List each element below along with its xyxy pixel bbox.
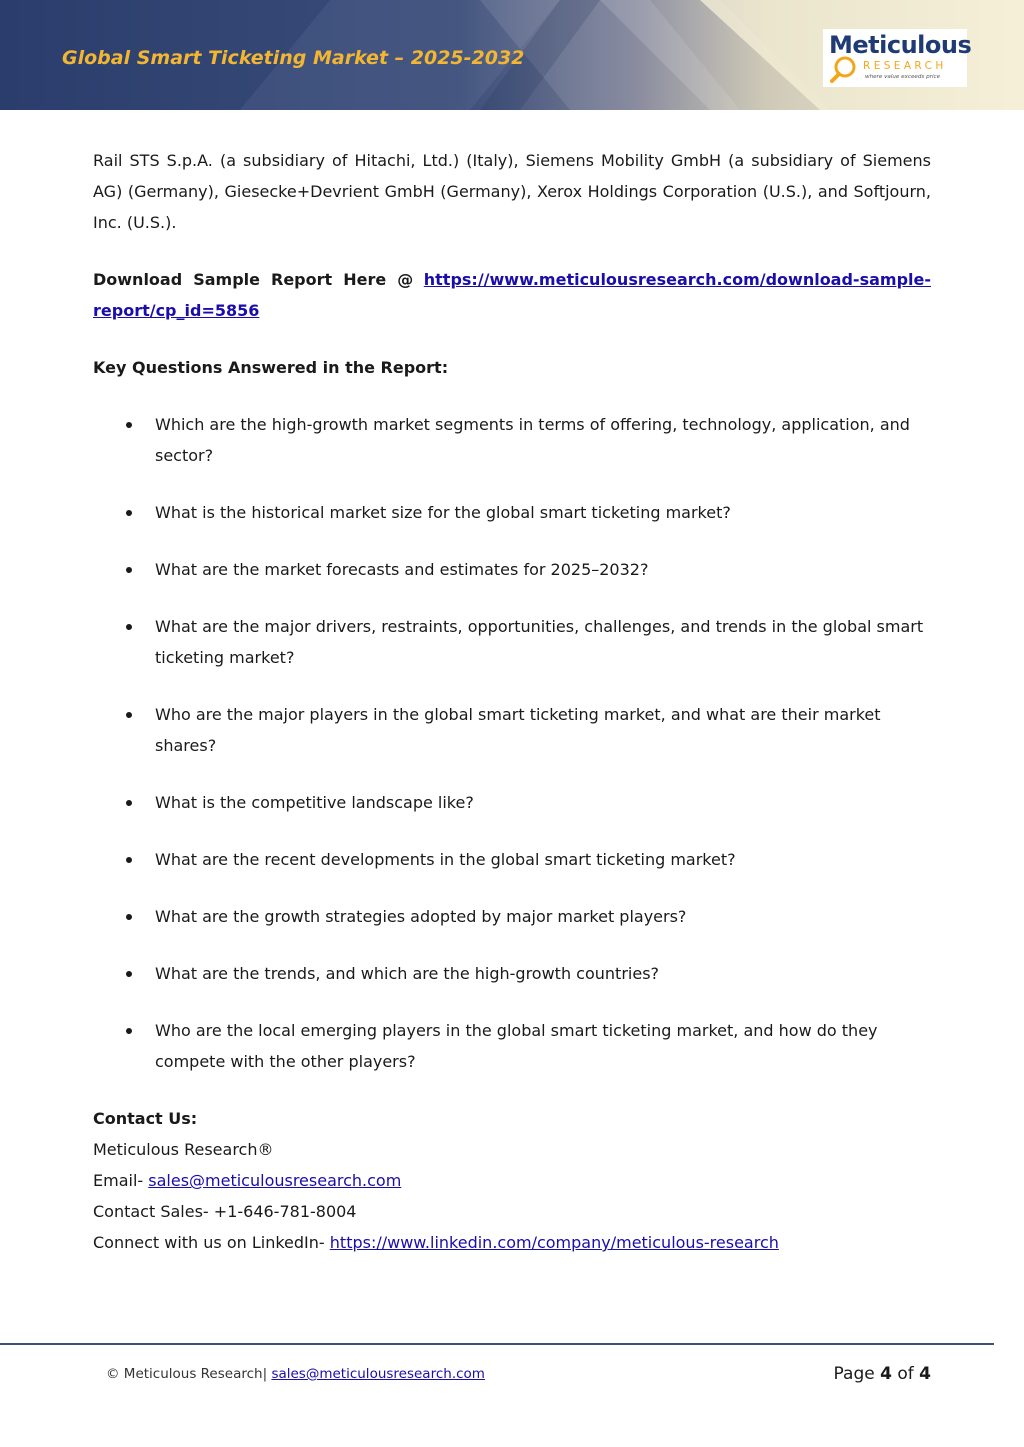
bullet-icon [126, 624, 132, 630]
list-item: What is the competitive landscape like? [93, 787, 931, 818]
bullet-icon [126, 1028, 132, 1034]
bullet-icon [126, 712, 132, 718]
email-label: Email- [93, 1171, 144, 1190]
list-item: Which are the high-growth market segments in terms of offering, technology, application, and sector? [93, 409, 931, 471]
footer-email-link[interactable]: sales@meticulousresearch.com [271, 1366, 485, 1382]
page-content [93, 145, 931, 1258]
download-paragraph [93, 264, 931, 326]
bullet-icon [126, 567, 132, 573]
company-list-paragraph: Rail STS S.p.A. (a subsidiary of Hitachi, Ltd.) (Italy), Siemens Mobility GmbH (a subsidiary of Siemens AG) (Germany), Giesecke+Devrient GmbH (Germany), Xerox Holdings Corporation (U.S.), and Softjourn, Inc. (U.S.). [93, 151, 931, 232]
list-item: What are the recent developments in the global smart ticketing market? [93, 844, 931, 875]
contact-company: Meticulous Research® [93, 1140, 274, 1159]
page-word: Page [833, 1364, 875, 1384]
list-item: What are the market forecasts and estimates for 2025–2032? [93, 554, 931, 585]
document-title: Global Smart Ticketing Market – 2025-2032 [62, 47, 525, 69]
download-label: Download Sample Report Here @ [93, 270, 414, 289]
logo-tagline: where value exceeds price [865, 74, 941, 80]
logo-wordmark: Meticulous [829, 31, 972, 59]
company-logo [823, 29, 972, 87]
contact-email-line [93, 1165, 931, 1196]
list-item: What is the historical market size for the global smart ticketing market? [93, 497, 931, 528]
contact-heading: Contact Us: [93, 1109, 198, 1128]
logo-subtitle: RESEARCH [863, 60, 947, 72]
contact-linkedin-line [93, 1227, 931, 1258]
bullet-icon [126, 914, 132, 920]
bullet-icon [126, 857, 132, 863]
list-item: What are the growth strategies adopted by major market players? [93, 901, 931, 932]
questions-list [93, 409, 931, 1077]
bullet-icon [126, 800, 132, 806]
footer-divider [0, 1343, 994, 1345]
contact-sales-line: Contact Sales- +1-646-781-8004 [93, 1202, 357, 1221]
page-current: 4 [880, 1364, 892, 1384]
list-item: Who are the local emerging players in the global smart ticketing market, and how do they compete with the other players? [93, 1015, 931, 1077]
list-item: Who are the major players in the global smart ticketing market, and what are their market shares? [93, 699, 931, 761]
download-sample-link[interactable]: https://www.meticulousresearch.com/download-sample-report/cp_id=5856 [93, 270, 931, 320]
copyright-text: © Meticulous Research| [106, 1366, 268, 1382]
bullet-icon [126, 422, 132, 428]
list-item: What are the trends, and which are the high-growth countries? [93, 958, 931, 989]
key-questions-heading: Key Questions Answered in the Report: [93, 358, 449, 377]
contact-email-link[interactable]: sales@meticulousresearch.com [148, 1171, 402, 1190]
page-total: 4 [919, 1364, 931, 1384]
list-item: What are the major drivers, restraints, opportunities, challenges, and trends in the global smart ticketing market? [93, 611, 931, 673]
bullet-icon [126, 510, 132, 516]
linkedin-label: Connect with us on LinkedIn- [93, 1233, 325, 1252]
linkedin-link[interactable]: https://www.linkedin.com/company/meticulous-research [329, 1233, 779, 1252]
of-word: of [897, 1364, 914, 1384]
bullet-icon [126, 971, 132, 977]
page-header [0, 0, 1024, 110]
page-number [834, 1364, 931, 1384]
footer-copyright [106, 1366, 485, 1382]
